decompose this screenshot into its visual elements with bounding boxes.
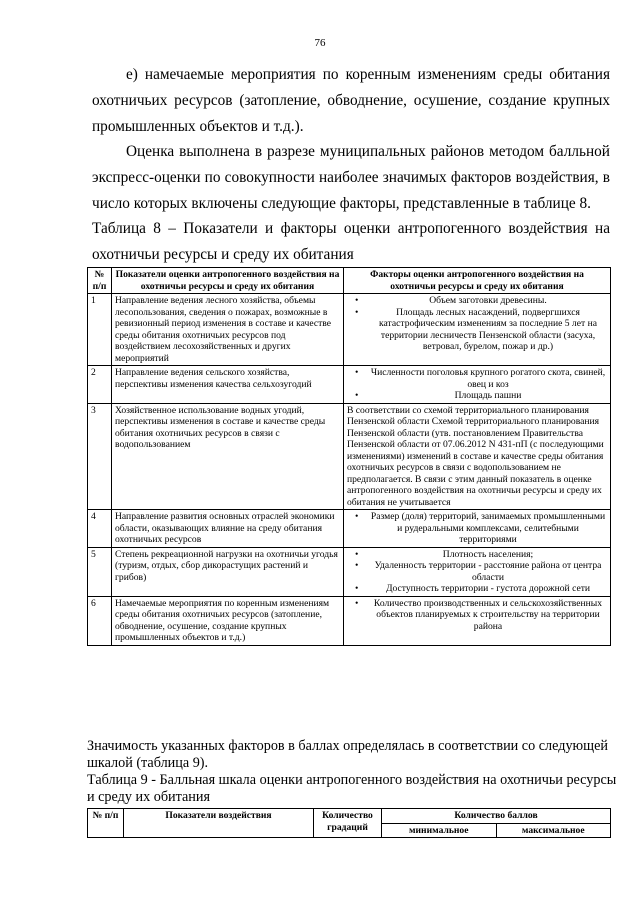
row-num: 3 xyxy=(88,403,112,510)
table8-caption: Таблица 8 – Показатели и факторы оценки антропогенного воздействия на охотничьи ресурсы и среду их обитания xyxy=(92,220,610,263)
row-factors xyxy=(344,294,611,366)
factor-item: • Количество производственных и сельскохозяйственных объектов планируемых к строительству на территории района xyxy=(369,598,607,633)
table9-header-min: минимальное xyxy=(382,823,497,838)
table8-header-row xyxy=(88,268,611,294)
factor-item: • Площадь лесных насаждений, подвергшихся катастрофическим изменениям за последние 5 лет на территории лесничеств Пензенской области (засуха, ветровал, бурелом, пожар и др.) xyxy=(369,307,607,353)
table9-header-points: Количество баллов xyxy=(382,809,611,824)
page-number: 76 xyxy=(314,37,326,49)
paragraph-item-e: е) намечаемые мероприятия по коренным изменениям среды обитания охотничьих ресурсов (затопление, обводнение, осушение, создание крупных промышленных объектов и т.д.). xyxy=(92,66,610,135)
row-factor-text: В соответствии со схемой территориального планирования Пензенской области Схемой территориального планирования Пензенской области (утв. постановлением Правительства Пензенской области от 07.06.2012 N 431-пП (с последующими изменениями) изменений в составе и качестве среды обитания охотничьих ресурсов в связи с водопользованием не предполагается. В связи с этим данный показатель в оценке антропогенного воздействия на охотничьи ресурсы и среду их обитания не учитывается xyxy=(344,403,611,510)
factor-item: • Удаленность территории - расстояние района от центра области xyxy=(369,560,607,583)
table-row xyxy=(88,403,611,510)
factor-item: • Объем заготовки древесины. xyxy=(369,295,607,307)
factor-item: • Доступность территории - густота дорожной сети xyxy=(369,583,607,595)
row-indicator: Направление ведения лесного хозяйства, объемы лесопользования, сведения о пожарах, возможные в ревизионный период изменения в составе и качестве среды обитания охотничьих ресурсов под воздействием лесохозяйственных и других мероприятий xyxy=(112,294,344,366)
row-indicator: Степень рекреационной нагрузки на охотничьи угодья (туризм, отдых, сбор дикорастущих растений и грибов) xyxy=(112,547,344,596)
factor-item: • Площадь пашни xyxy=(369,390,607,402)
row-indicator: Направление развития основных отраслей экономики области, оказывающих влияние на среду обитания охотничьих ресурсов xyxy=(112,510,344,548)
table8-header-num: № п/п xyxy=(88,268,112,294)
table-row xyxy=(88,596,611,645)
paragraph-significance: Значимость указанных факторов в баллах определялась в соответствии со следующей шкалой (таблица 9). xyxy=(87,738,608,771)
row-num: 1 xyxy=(88,294,112,366)
table9-header-gradations: Количество градаций xyxy=(314,809,382,838)
factor-item: • Размер (доля) территорий, занимаемых промышленными и рудеральными комплексами, селитебными территориями xyxy=(369,511,607,546)
table9-header-num: № п/п xyxy=(88,809,124,838)
row-indicator: Намечаемые мероприятия по коренным изменениям среды обитания охотничьих ресурсов (затопление, обводнение, осушение, создание крупных промышленных объектов и т.д.) xyxy=(112,596,344,645)
table9-header-row xyxy=(88,809,611,824)
table9-caption: Таблица 9 - Балльная шкала оценки антропогенного воздействия на охотничьи ресурсы и среду их обитания xyxy=(87,772,617,805)
table9 xyxy=(87,808,611,838)
table8-header-indicators: Показатели оценки антропогенного воздействия на охотничьи ресурсы и среду их обитания xyxy=(112,268,344,294)
table8-header-factors: Факторы оценки антропогенного воздействия на охотничьи ресурсы и среду их обитания xyxy=(344,268,611,294)
row-indicator: Направление ведения сельского хозяйства, перспективы изменения качества сельхозугодий xyxy=(112,366,344,404)
factor-item: • Численности поголовья крупного рогатого скота, свиней, овец и коз xyxy=(369,367,607,390)
row-num: 4 xyxy=(88,510,112,548)
paragraph-assessment: Оценка выполнена в разрезе муниципальных районов методом балльной экспресс-оценки по совокупности наиболее значимых факторов воздействия, в число которых включены следующие факторы, представленные в таблице 8. xyxy=(92,143,610,212)
table9-header-factors: Показатели воздействия xyxy=(124,809,314,838)
table-row xyxy=(88,510,611,548)
row-indicator: Хозяйственное использование водных угодий, перспективы изменения в составе и качестве среды обитания охотничьих ресурсов в связи с водопользованием xyxy=(112,403,344,510)
row-num: 2 xyxy=(88,366,112,404)
row-num: 5 xyxy=(88,547,112,596)
row-factors xyxy=(344,596,611,645)
factor-item: • Плотность населения; xyxy=(369,549,607,561)
row-num: 6 xyxy=(88,596,112,645)
table9-header-max: максимальное xyxy=(496,823,611,838)
table-row xyxy=(88,366,611,404)
table-row xyxy=(88,294,611,366)
row-factors xyxy=(344,510,611,548)
row-factors xyxy=(344,366,611,404)
row-factors xyxy=(344,547,611,596)
table-row xyxy=(88,547,611,596)
table8 xyxy=(87,267,611,646)
